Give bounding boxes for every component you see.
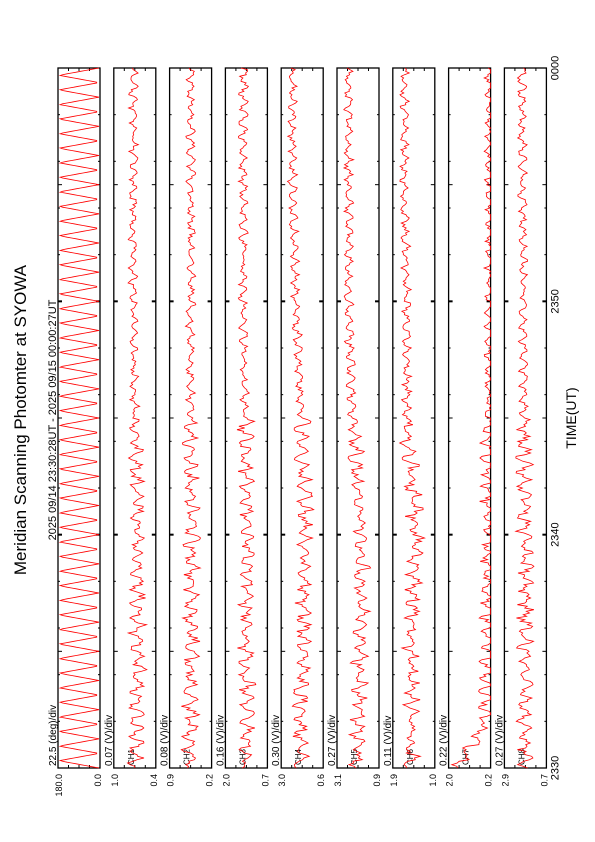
panel-ch6 [383, 68, 438, 787]
series-trace [128, 68, 147, 768]
series-trace [344, 68, 371, 768]
channel-label: CH5 [350, 748, 359, 765]
series-trace [60, 68, 99, 768]
scale-label: 0.27 (V)/div [494, 714, 506, 766]
y-tick-label-min: 0.7 [539, 774, 550, 787]
x-axis-title: TIME(UT) [563, 387, 579, 449]
channel-label: CH7 [461, 748, 471, 765]
series-trace [237, 68, 256, 768]
x-tick-label: 2330 [549, 755, 562, 781]
panel-frame [170, 68, 212, 768]
y-tick-label-max: 2.9 [500, 774, 511, 787]
scale-label: 0.22 (V)/div [438, 714, 450, 766]
panel-ch4 [271, 68, 326, 787]
series-trace [181, 68, 200, 768]
series-trace [516, 68, 534, 768]
scale-label: 0.27 (V)/div [327, 714, 338, 766]
panel-ch2 [160, 68, 215, 787]
channel-label: CH1 [126, 748, 136, 765]
y-tick-label-min: 0.7 [260, 774, 271, 787]
y-tick-label-min: 0.9 [372, 774, 382, 787]
y-tick-label-max: 0.9 [165, 774, 176, 787]
y-tick-label-min: 0.2 [483, 774, 494, 787]
panel-frame [114, 68, 156, 768]
y-tick-label-min: 1.0 [427, 774, 438, 787]
channel-label: CH3 [238, 748, 248, 765]
y-tick-label-max: 3.0 [277, 774, 288, 787]
y-tick-label-max: 3.1 [333, 774, 343, 787]
x-tick-label: 2340 [549, 522, 562, 547]
panels-group [48, 68, 549, 797]
scale-label: 0.07 (V)/div [103, 714, 115, 766]
x-tick-labels [549, 56, 561, 780]
y-tick-label-max: 1.9 [388, 774, 399, 787]
series-trace [452, 68, 491, 768]
panel-ch8 [494, 68, 549, 787]
panel-ch3 [215, 68, 270, 787]
series-trace [400, 68, 425, 768]
series-trace [288, 68, 314, 768]
channel-label: CH8 [517, 748, 527, 765]
scale-label: 22.5 (deg)/div [48, 704, 59, 766]
y-tick-label-min: 0.0 [93, 774, 103, 787]
x-tick-label: 0000 [549, 55, 562, 81]
x-tick-label: 2350 [549, 289, 562, 314]
panel-frame [337, 68, 379, 768]
channel-label: CH4 [294, 748, 304, 765]
panel-ch5 [327, 68, 382, 787]
scale-label: 0.08 (V)/div [159, 714, 171, 766]
channel-label: CH2 [182, 748, 192, 765]
y-tick-label-min: 0.4 [148, 774, 159, 787]
y-tick-label-max: 2.0 [444, 774, 455, 787]
y-tick-label-max: 1.0 [109, 774, 120, 787]
chart-title: Meridian Scanning Photomter at SYOWA [11, 264, 30, 576]
y-tick-label-min: 0.2 [204, 774, 215, 787]
scale-label: 0.11 (V)/div [382, 715, 394, 766]
panel-frame [58, 68, 100, 768]
panel-ch1 [104, 68, 159, 787]
y-tick-label-max: 2.0 [221, 774, 232, 787]
panel-frame [393, 68, 435, 768]
scale-label: 0.16 (V)/div [215, 714, 227, 766]
channel-label: CH6 [405, 748, 415, 765]
chart-subtitle: 2025 09/14 23:30:28UT - 2025 09/15 00:00:27UT [47, 299, 59, 541]
y-tick-label-min: 0.6 [316, 774, 327, 787]
y-tick-label-max: 180.0 [54, 774, 64, 797]
panel-frame [449, 68, 491, 768]
scale-label: 0.30 (V)/div [271, 714, 283, 766]
panel-ch7 [439, 68, 494, 787]
